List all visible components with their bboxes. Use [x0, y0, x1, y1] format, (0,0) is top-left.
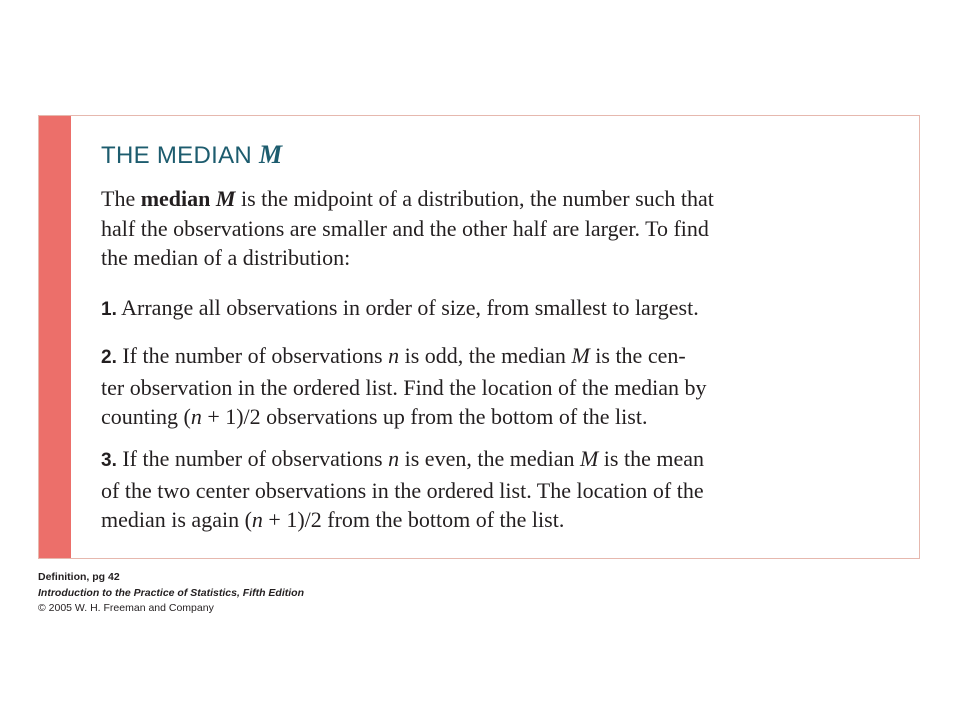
step-2-line-3 — [101, 402, 899, 432]
m-symbol: M — [579, 446, 599, 471]
step-text: is the cen- — [589, 343, 686, 368]
step-text: is the mean — [598, 446, 704, 471]
credit-definition: Definition, pg 42 — [38, 571, 120, 583]
credit-copyright: © 2005 W. H. Freeman and Company — [38, 602, 214, 614]
step-2-line-1 — [101, 341, 899, 373]
m-symbol: M — [571, 343, 590, 368]
median-term: median — [140, 186, 216, 211]
definition-title — [101, 140, 282, 170]
median-symbol: M — [215, 186, 236, 211]
step-3-line-3 — [101, 505, 899, 535]
credit-book-title: Introduction to the Practice of Statistics, Fifth Edition — [38, 586, 305, 599]
intro-line-3: the median of a distribution: — [101, 245, 351, 270]
step-number: 3. — [101, 450, 117, 471]
step-text: median is again ( — [101, 507, 252, 532]
n-symbol: n — [388, 446, 400, 471]
step-1 — [101, 293, 899, 325]
step-2-line-2: ter observation in the ordered list. Find the location of the median by — [101, 374, 707, 400]
n-symbol: n — [190, 404, 202, 429]
step-3 — [101, 444, 899, 535]
source-credit — [38, 570, 304, 617]
step-text: is odd, the median — [399, 343, 572, 368]
title-text: THE MEDIAN — [101, 142, 259, 169]
intro-paragraph — [101, 184, 899, 273]
intro-line-2: half the observations are smaller and the other half are larger. To find — [101, 215, 709, 241]
step-text: Arrange all observations in order of size, from smallest to largest. — [116, 295, 699, 320]
step-text: + 1)/2 observations up from the bottom of the list. — [201, 404, 648, 429]
n-symbol: n — [251, 507, 263, 532]
step-3-line-2: of the two center observations in the ordered list. The location of the — [101, 477, 704, 503]
intro-line-1 — [101, 184, 899, 214]
step-text: If the number of observations — [116, 343, 389, 368]
step-2 — [101, 341, 899, 432]
title-symbol: M — [258, 140, 283, 169]
step-text: is even, the median — [399, 446, 580, 471]
n-symbol: n — [388, 343, 400, 368]
accent-bar — [39, 116, 71, 558]
step-3-line-1 — [101, 444, 899, 476]
intro-text: is the midpoint of a distribution, the number such that — [235, 186, 714, 211]
step-number: 1. — [101, 299, 117, 320]
step-1-line — [101, 293, 899, 325]
intro-text: The — [101, 186, 141, 211]
step-text: + 1)/2 from the bottom of the list. — [262, 507, 565, 532]
definition-box — [38, 115, 920, 559]
step-number: 2. — [101, 347, 117, 368]
step-text: counting ( — [101, 404, 191, 429]
step-text: If the number of observations — [116, 446, 389, 471]
